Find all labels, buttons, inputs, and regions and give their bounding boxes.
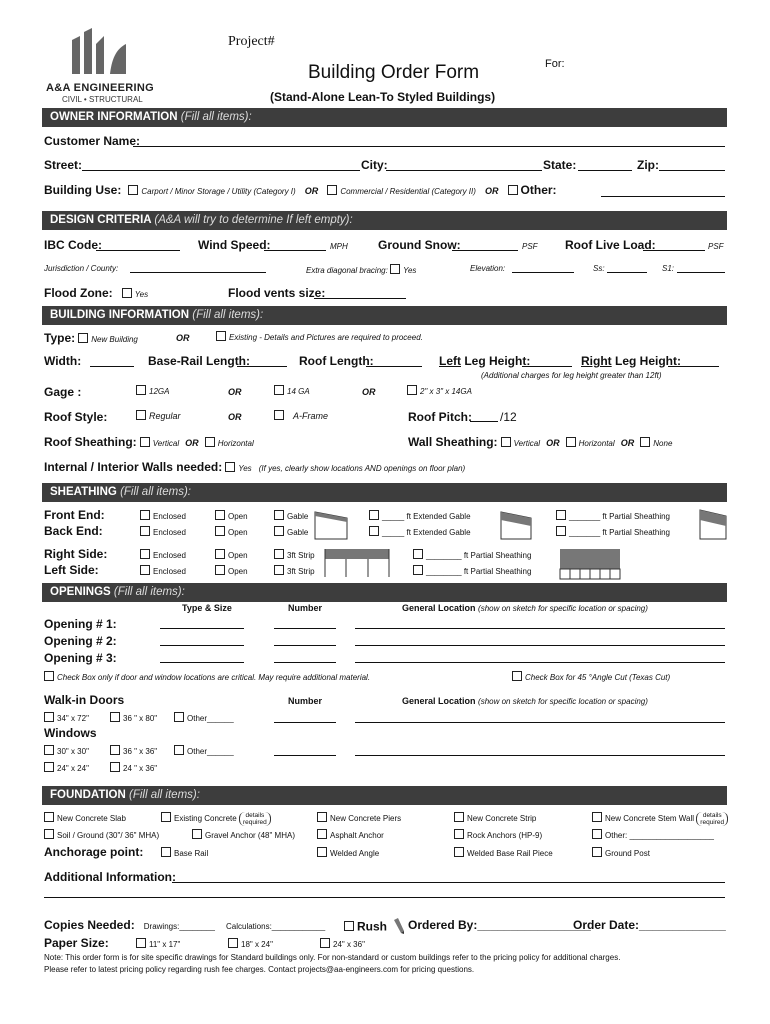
state-field[interactable] [578,170,632,171]
right-leg-label: Right [581,354,612,368]
paper-24x36-text: 24" x 36" [333,940,365,949]
building-info-bar: BUILDING INFORMATION (Fill all items): [42,306,727,325]
opening-1-label: Opening # 1: [44,617,117,631]
opening-2-label: Opening # 2: [44,634,117,648]
jurisdiction-label: Jurisdiction / County: [44,264,119,273]
front-ext-gable-checkbox[interactable] [369,510,379,520]
flood-zone-checkbox[interactable] [122,288,132,298]
window-36x36-checkbox[interactable] [110,745,120,755]
logo-subtitle: CIVIL • STRUCTURAL [62,95,143,104]
left-strip-text: 3ft Strip [287,567,315,576]
front-open-checkbox[interactable] [215,510,225,520]
for-label: For: [545,58,565,70]
wind-speed-label: Wind Speed: [198,238,271,252]
right-open-checkbox[interactable] [215,549,225,559]
roof-length-field[interactable] [366,366,422,367]
door-36x80-text: 36 " x 80" [123,714,158,723]
roof-pitch-field[interactable] [470,421,498,422]
owner-info-bar: OWNER INFORMATION (Fill all items): [42,108,727,127]
window-30x30-text: 30" x 30" [57,747,89,756]
base-rail-text: Base Rail [174,849,209,858]
left-partial-checkbox[interactable] [413,565,423,575]
interior-walls-label: Internal / Interior Walls needed: [44,460,223,474]
wall-none-text: None [653,439,673,448]
rush-pen-icon [392,918,406,937]
company-logo [62,26,162,76]
psf-unit-2: PSF [708,242,724,251]
front-ext-gable-text: Extended Gable [413,512,471,521]
back-gable-checkbox[interactable] [274,526,284,536]
use-option-2: Commercial / Residential (Category II) [340,187,476,196]
flood-vents-label: Flood vents size: [228,286,326,300]
wall-horizontal-checkbox[interactable] [566,437,576,447]
back-enclosed-text: Enclosed [153,528,186,537]
ss-field[interactable] [607,272,647,273]
drawings-field[interactable]: Drawings:________ [143,922,215,931]
right-partial-ft: ft [463,551,469,560]
back-ext-gable-text: Extended Gable [413,528,471,537]
door-other-text: Other______ [187,714,234,723]
front-gable-text: Gable [287,512,309,521]
welded-angle-checkbox[interactable] [317,847,327,857]
door-36x80-checkbox[interactable] [110,712,120,722]
building-use-label: Building Use: [44,183,122,197]
design-criteria-bar: DESIGN CRITERIA (A&A will try to determine If left empty): [42,211,727,230]
gage-or-2: OR [362,387,376,397]
welded-base-rail-text: Welded Base Rail Piece [467,849,553,858]
anchorage-point-label: Anchorage point: [44,845,144,859]
street-field[interactable] [82,170,360,171]
existing-checkbox[interactable] [216,331,226,341]
existing-text: Existing - Details and Pictures are required to proceed. [229,333,423,342]
base-rail-label: Base-Rail Length: [148,354,251,368]
type-size-header: Type & Size [182,603,232,613]
right-enclosed-checkbox[interactable] [140,549,150,559]
ground-snow-field[interactable] [452,250,518,251]
foundation-bar: FOUNDATION (Fill all items): [42,786,727,805]
front-partial-text: Partial Sheathing [609,512,670,521]
general-location-header: General Location [402,603,476,613]
roof-live-field[interactable] [643,250,705,251]
back-ext-gable-checkbox[interactable] [369,526,379,536]
walkin-location-header: General Location [402,696,476,706]
left-open-checkbox[interactable] [215,565,225,575]
wall-horizontal-text: Horizontal [578,439,615,448]
opening-3-location[interactable] [355,662,725,663]
new-strip-checkbox[interactable] [454,812,464,822]
wall-vertical-text: Vertical [513,439,541,448]
opening-1-location[interactable] [355,628,725,629]
paper-11x17-text: 11" x 17" [149,940,181,949]
right-partial-text: Partial Sheathing [470,551,532,560]
back-gable-text: Gable [287,528,309,537]
state-label: State: [543,158,577,172]
roof-sheathing-label: Roof Sheathing: [44,435,137,449]
window-24x36-text: 24 " x 36" [123,764,158,773]
walkin-number-field[interactable] [274,722,336,723]
front-enclosed-checkbox[interactable] [140,510,150,520]
rush-label: Rush [357,919,387,934]
gage-label: Gage : [44,385,82,399]
width-label: Width: [44,354,82,368]
back-ext-ft: ft [406,528,411,537]
gravel-anchor-checkbox[interactable] [192,829,202,839]
welded-base-rail-checkbox[interactable] [454,847,464,857]
street-label: Street: [44,158,83,172]
other-use-field[interactable] [601,196,725,197]
other-use-checkbox[interactable] [508,185,518,195]
foundation-other-checkbox[interactable] [592,829,602,839]
paper-size-label: Paper Size: [44,936,109,950]
roof-pitch-suffix: /12 [500,410,517,424]
roof-sheath-or: OR [185,438,199,448]
window-24x24-checkbox[interactable] [44,762,54,772]
left-leg-field[interactable] [522,366,572,367]
right-side-label: Right Side: [44,547,108,561]
back-open-text: Open [228,528,248,537]
or-text: OR [304,186,319,196]
regular-text: Regular [149,411,181,421]
soil-ground-checkbox[interactable] [44,829,54,839]
critical-location-checkbox[interactable] [44,671,54,681]
asphalt-anchor-text: Asphalt Anchor [330,831,384,840]
city-field[interactable] [386,170,542,171]
left-strip-checkbox[interactable] [274,565,284,575]
window-36x36-text: 36 " x 36" [123,747,158,756]
wind-speed-field[interactable] [264,250,326,251]
new-slab-checkbox[interactable] [44,812,54,822]
gage-2x3-checkbox[interactable] [407,385,417,395]
diagonal-checkbox[interactable] [390,264,400,274]
ordered-by-label[interactable]: Ordered By:_________________ [408,918,591,932]
back-partial-ft: ft [602,528,607,537]
ss-label: Ss: [593,264,605,273]
wall-vertical-checkbox[interactable] [501,437,511,447]
roof-vertical-text: Vertical [152,439,180,448]
window-location-field[interactable] [355,755,725,756]
front-partial-ft: ft [602,512,607,521]
zip-label: Zip: [637,158,659,172]
right-enclosed-text: Enclosed [153,551,186,560]
carport-checkbox[interactable] [128,185,138,195]
walkin-location-note: (show on sketch for specific location or spacing) [478,697,648,706]
copies-needed-label: Copies Needed: [44,918,135,932]
door-34x72-text: 34" x 72" [57,714,89,723]
back-open-checkbox[interactable] [215,526,225,536]
zip-field[interactable] [659,170,725,171]
door-34x72-checkbox[interactable] [44,712,54,722]
right-open-text: Open [228,551,248,560]
s1-field[interactable] [677,272,725,273]
form-subtitle: (Stand-Alone Lean-To Styled Buildings) [270,90,496,104]
window-24x24-text: 24" x 24" [57,764,89,773]
new-piers-checkbox[interactable] [317,812,327,822]
wall-sheath-or-2: OR [620,438,635,448]
door-other-checkbox[interactable] [174,712,184,722]
windows-label: Windows [44,726,97,740]
opening-1-type[interactable] [160,628,244,629]
footer-note-1: Note: This order form is for site specific drawings for Standard buildings only. For non-standard or custom buildings refer to the pricing policy for additional charges. [44,953,621,962]
texas-cut-text: Check Box for 45 °Angle Cut (Texas Cut) [525,673,671,682]
project-label: Project# [228,34,275,49]
sheathing-bar: SHEATHING (Fill all items): [42,483,727,502]
left-leg-height-label: Leg Height: [464,354,531,368]
welded-angle-text: Welded Angle [330,849,380,858]
left-side-label: Left Side: [44,563,99,577]
right-leg-height-label: Leg Height: [615,354,681,368]
paper-11x17-checkbox[interactable] [136,938,146,948]
ibc-code-label: IBC Code: [44,238,102,252]
base-rail-field[interactable] [237,366,287,367]
gage-12-text: 12GA [149,387,170,396]
asphalt-anchor-checkbox[interactable] [317,829,327,839]
gable-diagram-icon [314,508,348,543]
roof-style-label: Roof Style: [44,410,108,424]
opening-1-number[interactable] [274,628,336,629]
additional-info-field-1[interactable] [172,882,725,883]
interior-note: (If yes, clearly show locations AND openings on floor plan) [258,464,466,473]
opening-2-type[interactable] [160,645,244,646]
new-building-checkbox[interactable] [78,333,88,343]
rush-checkbox[interactable] [344,921,354,931]
roof-style-or: OR [228,412,242,422]
new-slab-text: New Concrete Slab [57,814,126,823]
opening-3-number[interactable] [274,662,336,663]
walkin-location-field[interactable] [355,722,725,723]
s1-label: S1: [662,264,675,273]
window-number-field[interactable] [274,755,336,756]
walk-in-doors-label: Walk-in Doors [44,693,125,707]
left-partial-ft: ft [463,567,469,576]
gage-14-checkbox[interactable] [274,385,284,395]
roof-vertical-checkbox[interactable] [140,437,150,447]
diagonal-label: Extra diagonal bracing: [306,266,388,275]
aframe-checkbox[interactable] [274,410,284,420]
partial-sheathing-end-icon [699,506,727,543]
general-location-note: (show on sketch for specific location or spacing) [478,604,648,613]
existing-concrete-text: Existing Concrete [174,814,237,824]
regular-checkbox[interactable] [136,410,146,420]
stem-wall-checkbox[interactable] [592,812,602,822]
stem-details-required-note: details required [696,812,728,826]
psf-unit: PSF [522,242,538,251]
use-option-1: Carport / Minor Storage / Utility (Category I) [141,187,296,196]
openings-bar: OPENINGS (Fill all items): [42,583,727,602]
right-partial-checkbox[interactable] [413,549,423,559]
gravel-anchor-text: Gravel Anchor (48" MHA) [205,831,295,840]
foundation-other-text: Other: ___________________ [605,831,714,840]
rock-anchor-checkbox[interactable] [454,829,464,839]
base-rail-checkbox[interactable] [161,847,171,857]
elevation-label: Elevation: [470,264,506,273]
mph-unit: MPH [330,242,348,251]
roof-horizontal-text: Horizontal [217,439,254,448]
opening-2-number[interactable] [274,645,336,646]
width-field[interactable] [90,366,134,367]
flood-vents-field[interactable] [314,298,406,299]
paper-24x36-checkbox[interactable] [320,938,330,948]
paper-18x24-checkbox[interactable] [228,938,238,948]
flood-zone-label: Flood Zone: [44,286,113,300]
front-ext-ft: ft [406,512,411,521]
footer-note-2: Please refer to latest pricing policy regarding rush fee charges. Contact projects@aa-engineers.com for pricing questions. [44,965,475,974]
ibc-code-field[interactable] [96,250,180,251]
jurisdiction-field[interactable] [130,272,266,273]
new-building-text: New Building [91,335,138,344]
gage-12-checkbox[interactable] [136,385,146,395]
left-partial-text: Partial Sheathing [470,567,532,576]
other-use-label: Other: [520,183,557,197]
window-30x30-checkbox[interactable] [44,745,54,755]
gage-2x3-text: 2" x 3" x 14GA [420,387,472,396]
roof-live-label: Roof Live Load: [565,238,656,252]
details-required-note: details required [239,812,271,826]
back-enclosed-checkbox[interactable] [140,526,150,536]
left-enclosed-text: Enclosed [153,567,186,576]
logo-name: A&A ENGINEERING [46,82,154,94]
paper-18x24-text: 18" x 24" [241,940,273,949]
front-partial-checkbox[interactable] [556,510,566,520]
wall-sheathing-label: Wall Sheathing: [408,435,498,449]
strip-diagram-icon [324,548,390,581]
opening-2-location[interactable] [355,645,725,646]
flood-zone-yes: Yes [134,290,149,299]
ground-post-text: Ground Post [605,849,650,858]
rock-anchor-text: Rock Anchors (HP-9) [467,831,543,840]
extended-gable-diagram-icon [500,508,532,543]
wall-none-checkbox[interactable] [640,437,650,447]
left-open-text: Open [228,567,248,576]
back-end-label: Back End: [44,524,103,538]
right-strip-checkbox[interactable] [274,549,284,559]
number-header: Number [288,603,323,613]
right-leg-field[interactable] [668,366,719,367]
partial-sheathing-side-icon [559,548,621,583]
type-label: Type: [44,331,76,345]
city-label: City: [361,158,388,172]
calculations-field[interactable]: Calculations:____________ [225,922,326,931]
right-strip-text: 3ft Strip [287,551,315,560]
window-other-checkbox[interactable] [174,745,184,755]
ground-snow-label: Ground Snow: [378,238,461,252]
additional-info-label: Additional Information: [44,870,176,884]
front-end-label: Front End: [44,508,105,522]
interior-walls-checkbox[interactable] [225,462,235,472]
walkin-number-header: Number [288,696,323,706]
front-open-text: Open [228,512,248,521]
or-text-2: OR [484,186,499,196]
diagonal-yes: Yes [403,266,417,275]
leg-note: (Additional charges for leg height greater than 12ft) [481,371,662,380]
elevation-field[interactable] [512,272,574,273]
opening-3-label: Opening # 3: [44,651,117,665]
left-enclosed-checkbox[interactable] [140,565,150,575]
order-date-label[interactable]: Order Date:_____________ [573,918,726,932]
customer-name-field[interactable] [133,146,725,147]
window-other-text: Other______ [187,747,234,756]
roof-length-label: Roof Length: [299,354,374,368]
ground-post-checkbox[interactable] [592,847,602,857]
roof-pitch-label: Roof Pitch: [408,410,472,424]
interior-yes-text: Yes [238,464,252,473]
additional-info-field-2[interactable] [44,897,725,898]
gage-14-text: 14 GA [287,387,310,396]
left-leg-label: Left [439,354,461,368]
opening-3-type[interactable] [160,662,244,663]
texas-cut-checkbox[interactable] [512,671,522,681]
back-partial-checkbox[interactable] [556,526,566,536]
soil-ground-text: Soil / Ground (30"/ 36" MHA) [57,831,160,840]
window-24x36-checkbox[interactable] [110,762,120,772]
customer-name-label: Customer Name: [44,134,141,148]
front-enclosed-text: Enclosed [153,512,186,521]
stem-wall-text: New Concrete Stem Wall [605,814,695,824]
roof-horizontal-checkbox[interactable] [205,437,215,447]
back-partial-text: Partial Sheathing [609,528,670,537]
front-gable-checkbox[interactable] [274,510,284,520]
critical-location-text: Check Box only if door and window locations are critical. May require additional material. [57,673,371,682]
aframe-text: A-Frame [293,411,329,421]
existing-concrete-checkbox[interactable] [161,812,171,822]
gage-or-1: OR [228,387,242,397]
form-title: Building Order Form [308,62,480,83]
wall-sheath-or-1: OR [546,438,560,448]
type-or: OR [176,333,190,343]
new-piers-text: New Concrete Piers [330,814,402,823]
new-strip-text: New Concrete Strip [467,814,537,823]
commercial-checkbox[interactable] [327,185,337,195]
